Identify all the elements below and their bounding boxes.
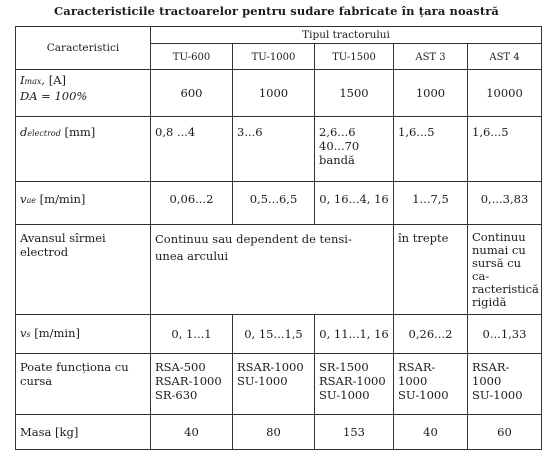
table-cell: 60 [468,415,542,450]
table-row [16,116,542,181]
table-cell: 0,26...2 [394,315,468,354]
table-cell: 0,5...6,5 [233,182,315,225]
table-cell: 0...1,33 [468,315,542,354]
table-row [16,69,542,116]
table-cell: 10000 [468,69,542,116]
table-cell: 0, 15...1,5 [233,315,315,354]
table-cell: 0,...3,83 [468,182,542,225]
row-label: vs [m/min] [16,315,151,354]
model-header: AST 4 [468,44,542,70]
tractor-type-header: Tipul tractorului [151,27,542,44]
table-cell: 40 [151,415,233,450]
table-row [16,315,542,354]
table-row [16,415,542,450]
table-row [16,225,542,315]
table-cell: în trepte [394,225,468,315]
table-cell: 3...6 [233,116,315,181]
table-cell: 0,06...2 [151,182,233,225]
table-cell: RSAR-1000 SU-1000 [394,353,468,414]
table-cell: SR-1500 RSAR-1000 SU-1000 [315,353,394,414]
table-cell: Continuu numai cu sursă cu ca- racteristică rigidă [468,225,542,315]
table-cell: 0, 11...1, 16 [315,315,394,354]
table-row [16,353,542,414]
table-cell: Continuu sau dependent de tensi- unea arcului [151,225,394,315]
row-label: Imax, [A] DA = 100% [16,69,151,116]
table-cell: 0,8 ...4 [151,116,233,181]
tractor-specs-table [15,26,542,450]
table-cell: 600 [151,69,233,116]
table-cell: 0, 1...1 [151,315,233,354]
table-cell: 1...7,5 [394,182,468,225]
model-header: TU-1000 [233,44,315,70]
row-label: Poate funcționa cu cursa [16,353,151,414]
characteristics-header: Caracteristici [16,27,151,70]
model-header: TU-1500 [315,44,394,70]
table-cell: 1,6...5 [394,116,468,181]
header-row-group [16,27,542,44]
table-cell: 1000 [233,69,315,116]
table-title: Caracteristicile tractoarelor pentru sudare fabricate în țara noastră [54,4,499,18]
row-label: vae [m/min] [16,182,151,225]
table-cell: RSAR-1000 SU-1000 [468,353,542,414]
model-header: TU-600 [151,44,233,70]
table-cell: 1000 [394,69,468,116]
model-header: AST 3 [394,44,468,70]
table-cell: 40 [394,415,468,450]
row-label: delectrod [mm] [16,116,151,181]
table-cell: 80 [233,415,315,450]
table-row [16,182,542,225]
table-cell: RSA-500 RSAR-1000 SR-630 [151,353,233,414]
row-label: Avansul sîrmei electrod [16,225,151,315]
table-cell: 2,6...6 40...70 bandă [315,116,394,181]
table-cell: 153 [315,415,394,450]
table-cell: RSAR-1000 SU-1000 [233,353,315,414]
table-cell: 1500 [315,69,394,116]
table-cell: 0, 16...4, 16 [315,182,394,225]
row-label: Masa [kg] [16,415,151,450]
table-cell: 1,6...5 [468,116,542,181]
